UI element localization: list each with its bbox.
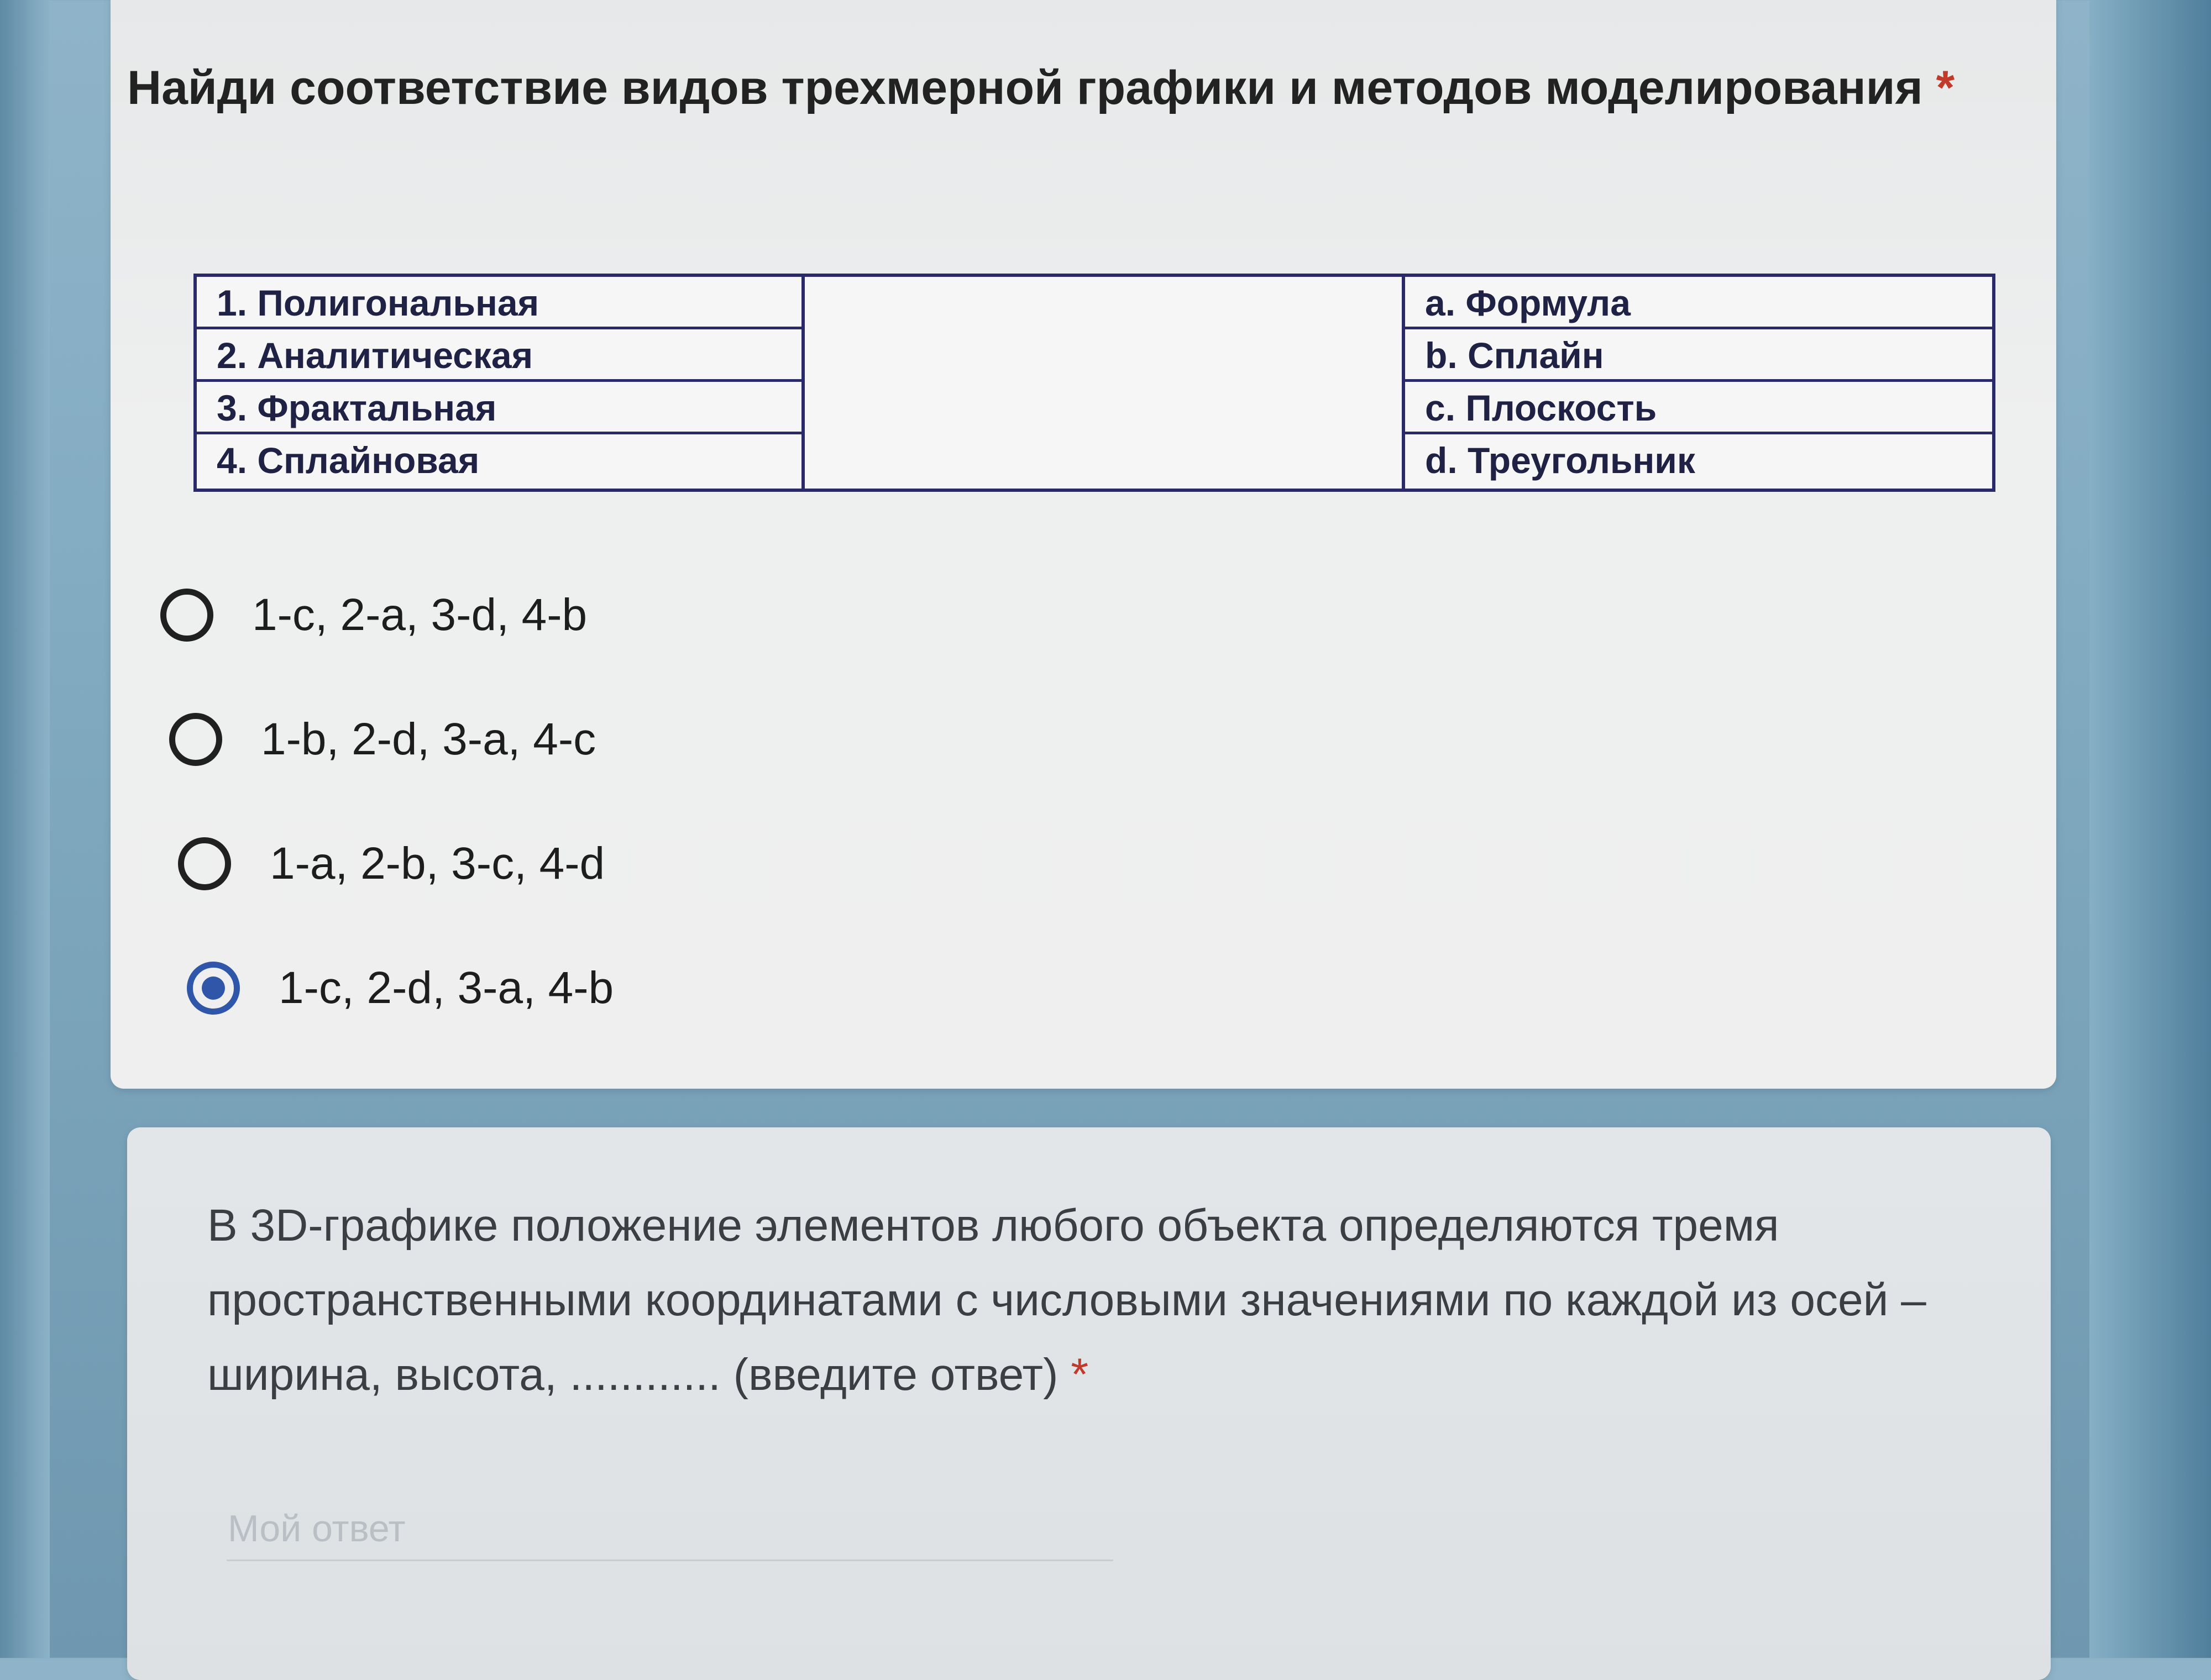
table-middle-column bbox=[805, 277, 1402, 489]
answer-options bbox=[160, 553, 614, 1050]
background-left bbox=[0, 0, 50, 1658]
table-cell-method: b. Сплайн bbox=[1405, 329, 1992, 382]
radio-button[interactable] bbox=[187, 962, 240, 1015]
option-label[interactable]: 1-b, 2-d, 3-a, 4-c bbox=[261, 713, 596, 764]
answer-input[interactable] bbox=[227, 1498, 1113, 1561]
table-cell-type: 1. Полигональная bbox=[197, 277, 801, 329]
question-title: Найди соответствие видов трехмерной графики и методов моделирования * bbox=[127, 61, 1955, 114]
table-cell-type: 2. Аналитическая bbox=[197, 329, 801, 382]
option-label[interactable]: 1-c, 2-a, 3-d, 4-b bbox=[252, 589, 588, 640]
table-cell-type: 3. Фрактальная bbox=[197, 382, 801, 434]
table-cell-type: 4. Сплайновая bbox=[217, 440, 480, 481]
option-label[interactable]: 1-a, 2-b, 3-c, 4-d bbox=[270, 838, 605, 889]
radio-button[interactable] bbox=[178, 837, 231, 890]
radio-option-4[interactable] bbox=[187, 926, 614, 1050]
table-right-column bbox=[1402, 277, 1992, 489]
radio-option-2[interactable] bbox=[169, 677, 596, 801]
radio-option-3[interactable] bbox=[178, 801, 605, 926]
table-left-column bbox=[197, 277, 805, 489]
matching-table bbox=[193, 274, 1995, 492]
question2-text: В 3D-графике положение элементов любого объекта определяются тремя пространственными координатами с числовыми значениями по каждой из осей – ширина, высота, ............ (введите ответ) * bbox=[207, 1200, 1926, 1400]
required-star: * bbox=[1071, 1350, 1089, 1400]
table-cell-method: d. Треугольник bbox=[1425, 440, 1695, 481]
radio-button[interactable] bbox=[160, 589, 213, 642]
option-label[interactable]: 1-c, 2-d, 3-a, 4-b bbox=[279, 962, 614, 1013]
radio-option-1[interactable] bbox=[160, 553, 587, 677]
required-star: * bbox=[1936, 61, 1955, 114]
table-cell-method: a. Формула bbox=[1405, 277, 1992, 329]
radio-button[interactable] bbox=[169, 713, 222, 766]
table-cell-method: c. Плоскость bbox=[1405, 382, 1992, 434]
background-right bbox=[2089, 0, 2211, 1658]
